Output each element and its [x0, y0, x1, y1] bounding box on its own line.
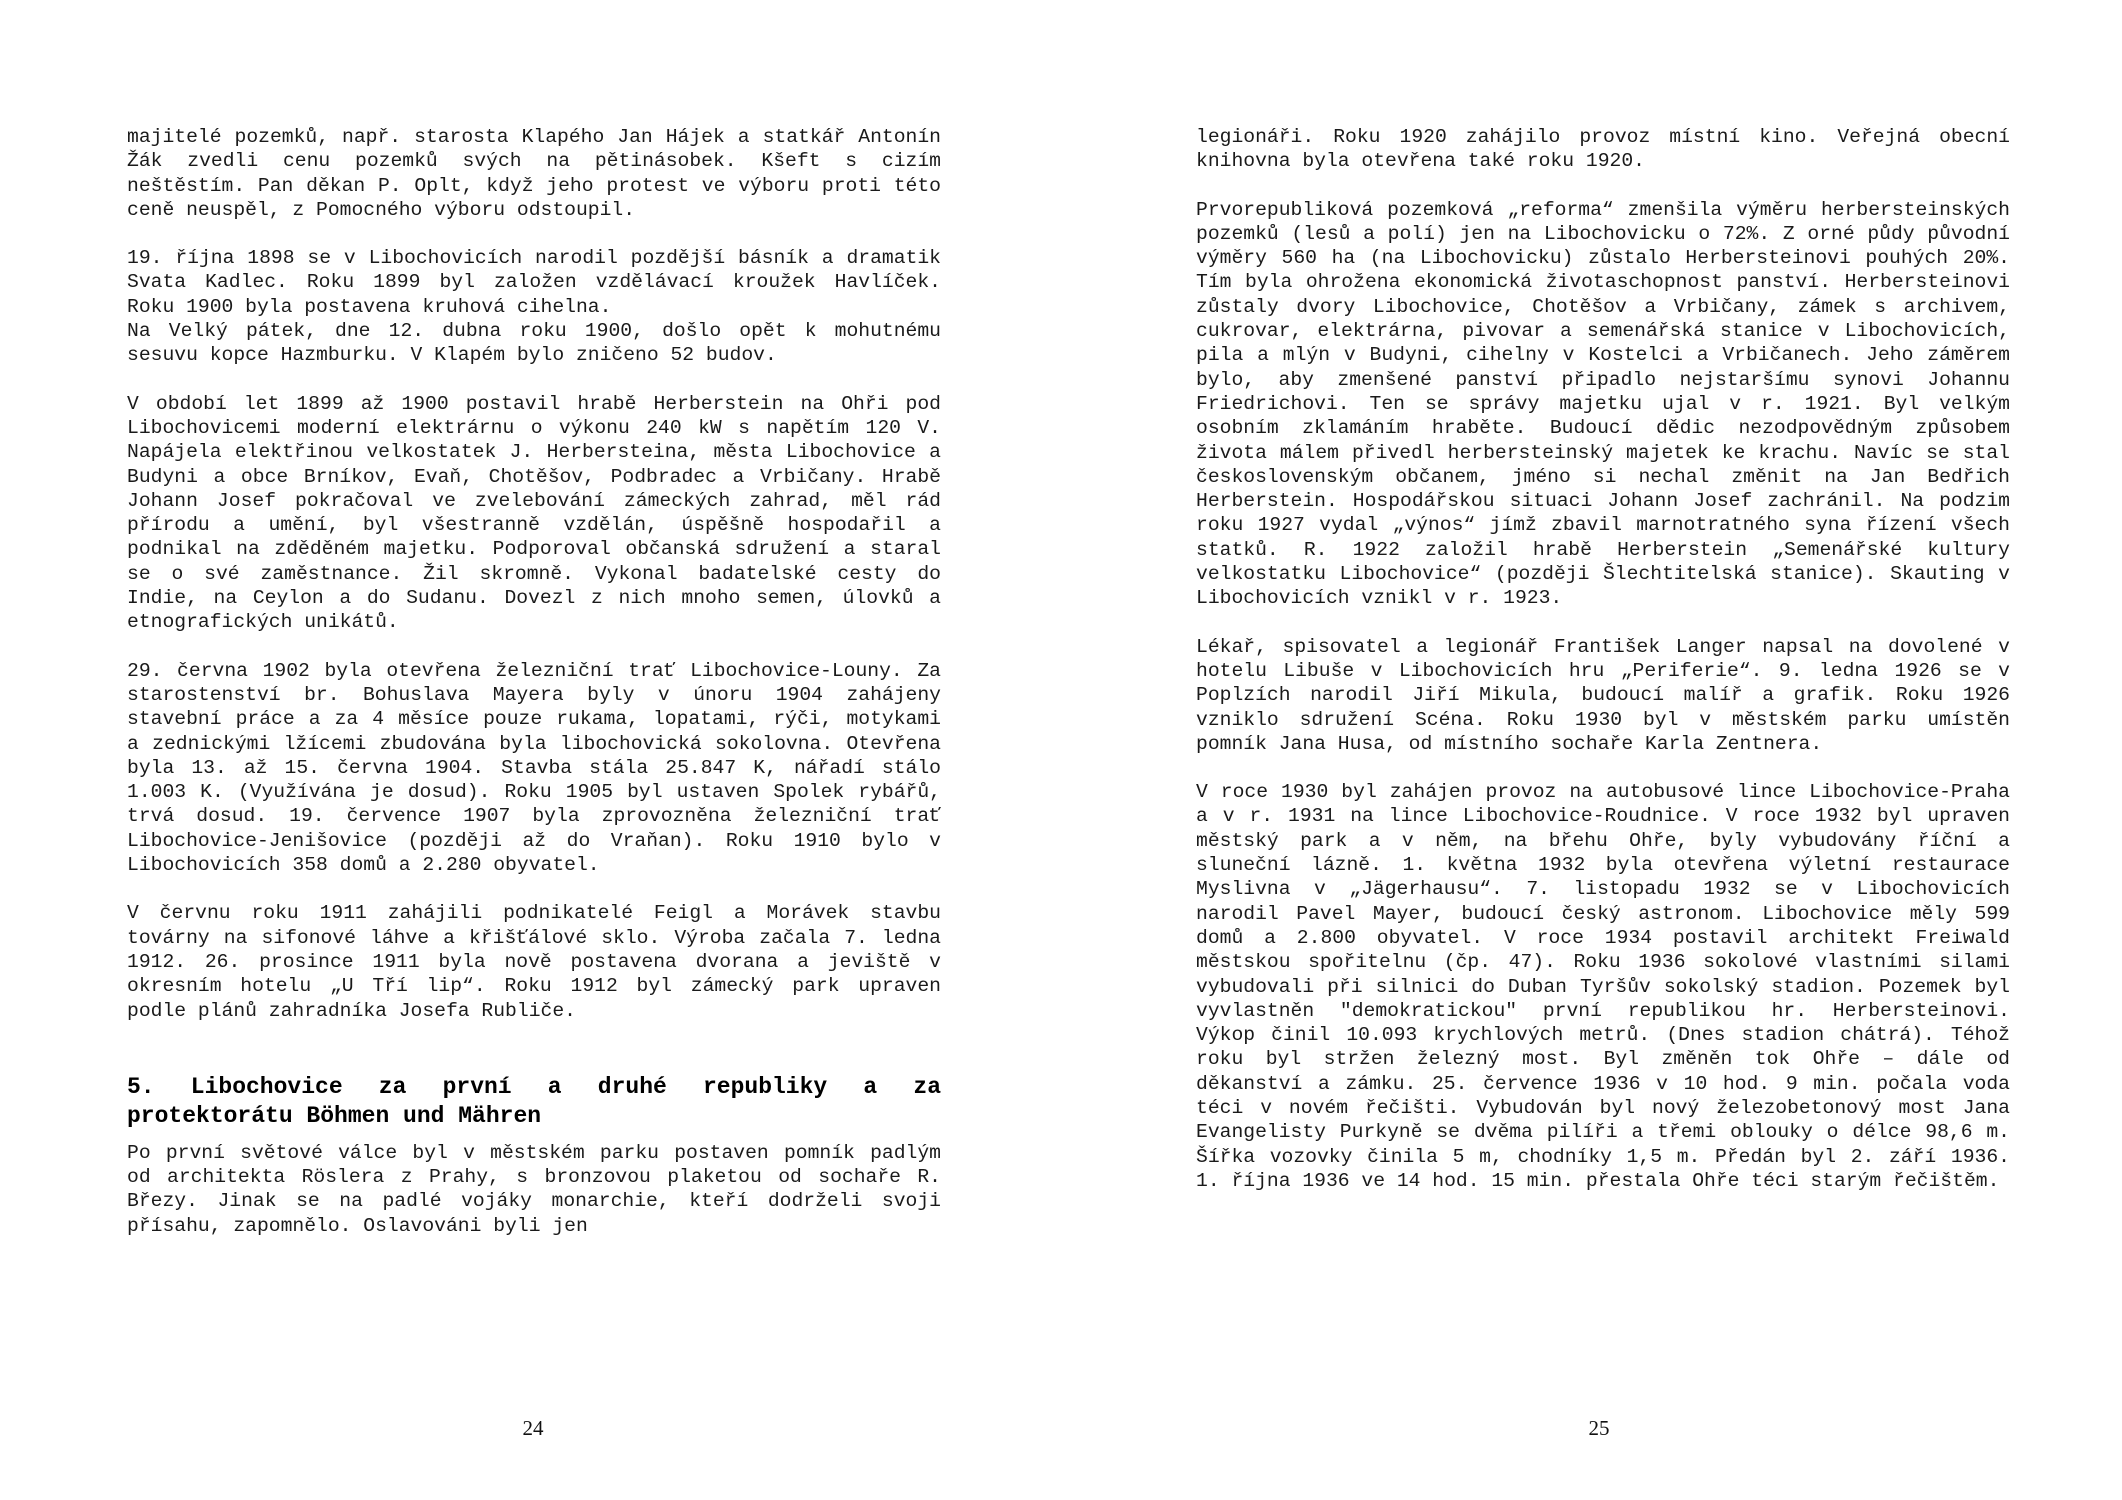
left-text-column	[127, 125, 941, 1262]
paragraph: Lékař, spisovatel a legionář František Langer napsal na dovolené v hotelu Libuše v Libochovicích hru „Periferie“. 9. ledna 1926 se v Poplzích narodil Jiří Mikula, budoucí malíř a grafik. Roku 1926 vzniklo sdružení Scéna. Roku 1930 byl v městském parku umístěn pomník Jana Husa, od místního sochaře Karla Zentnera.	[1196, 635, 2010, 755]
paragraph: V období let 1899 až 1900 postavil hrabě Herberstein na Ohři pod Libochovicemi moderní elektrárnu o výkonu 240 kW s napětím 120 V. Napájela elektřinou velkostatek J. Herbersteina, města Libochovice a Budyni a obce Brníkov, Evaň, Chotěšov, Podbradec a Vrbičany. Hrabě Johann Josef pokračoval ve zvelebování zámeckých zahrad, měl rád přírodu a umění, byl všestranně vzdělán, úspěšně hospodařil a podnikal na zděděném majetku. Podporoval občanská sdružení a staral se o své zaměstnance. Žil skromně. Vykonal badatelské cesty do Indie, na Ceylon a do Sudanu. Dovezl z nich mnoho semen, úlovků a etnografických unikátů.	[127, 392, 941, 634]
right-page	[1061, 0, 2122, 1500]
section-heading: 5. Libochovice za první a druhé republiky a za protektorátu Böhmen und Mähren	[127, 1073, 941, 1129]
paragraph: Po první světové válce byl v městském parku postaven pomník padlým od architekta Röslera z Prahy, s bronzovou plaketou od sochaře R. Březy. Jinak se na padlé vojáky monarchie, kteří dodrželi svoji přísahu, zapomnělo. Oslavováni byli jen	[127, 1141, 941, 1237]
paragraph: 19. října 1898 se v Libochovicích narodil pozdější básník a dramatik Svata Kadlec. Roku 1899 byl založen vzdělávací kroužek Havlíček. Roku 1900 byla postavena kruhová cihelna.	[127, 247, 941, 318]
right-text-column	[1196, 125, 2010, 1217]
paragraph: majitelé pozemků, např. starosta Klapého Jan Hájek a statkář Antonín Žák zvedli cenu pozemků svých na pětinásobek. Kšeft s cizím neštěstím. Pan děkan P. Oplt, když jeho protest ve výboru proti této ceně neuspěl, z Pomocného výboru odstoupil.	[127, 126, 941, 221]
page-number: 24	[522, 1416, 544, 1440]
paragraph: legionáři. Roku 1920 zahájilo provoz místní kino. Veřejná obecní knihovna byla otevřena také roku 1920.	[1196, 126, 2010, 173]
paragraph: Na Velký pátek, dne 12. dubna roku 1900, došlo opět k mohutnému sesuvu kopce Hazmburku. V Klapém bylo zničeno 52 budov.	[127, 320, 941, 367]
paragraph: 29. června 1902 byla otevřena železniční trať Libochovice-Louny. Za starostenství br. Bohuslava Mayera byly v únoru 1904 zahájeny stavební práce a za 4 měsíce pouze rukama, lopatami, rýči, motykami a zednickými lžícemi zbudována byla libochovická sokolovna. Otevřena byla 13. až 15. června 1904. Stavba stála 25.847 K, nářadí stálo 1.003 K. (Využívána je dosud). Roku 1905 byl ustaven Spolek rybářů, trvá dosud. 19. července 1907 byla zprovozněna železniční trať Libochovice-Jenišovice (později až do Vraňan). Roku 1910 bylo v Libochovicích 358 domů a 2.280 obyvatel.	[127, 659, 941, 877]
page-number: 25	[1588, 1416, 1610, 1440]
paragraph: Prvorepubliková pozemková „reforma“ zmenšila výměru herbersteinských pozemků (lesů a polí) jen na Libochovicku o 72%. Z orné půdy původní výměry 560 ha (na Libochovicku) zůstalo Herbersteinovi pouhých 20%. Tím byla ohrožena ekonomická životaschopnost panství. Herbersteinovi zůstaly dvory Libochovice, Chotěšov a Vrbičany, zámek s archivem, cukrovar, elektrárna, pivovar a semenářská stanice v Libochovicích, pila a mlýn v Budyni, cihelny v Kostelci a Vrbičanech. Jeho záměrem bylo, aby zmenšené panství připadlo nejstaršímu synovi Johannu Friedrichovi. Ten se správy majetku ujal v r. 1921. Byl velkým osobním zklamáním hraběte. Budoucí dědic nezodpovědným způsobem života málem přivedl herbersteinský majetek ke krachu. Navíc se stal československým občanem, jméno si nechal změnit na Jan Bedřich Herberstein. Hospodářskou situaci Johann Josef zachránil. Na podzim roku 1927 vydal „výnos“ jímž zbavil marnotratného syna řízení všech statků. R. 1922 založil hrabě Herberstein „Semenářské kultury velkostatku Libochovice“ (později Šlechtitelská stanice). Skauting v Libochovicích vznikl v r. 1923.	[1196, 198, 2010, 610]
paragraph: V červnu roku 1911 zahájili podnikatelé Feigl a Morávek stavbu továrny na sifonové láhve a křišťálové sklo. Výroba začala 7. ledna 1912. 26. prosince 1911 byla nově postavena dvorana a jeviště v okresním hotelu „U Tří lip“. Roku 1912 byl zámecký park upraven podle plánů zahradníka Josefa Rubliče.	[127, 902, 941, 1022]
paragraph: V roce 1930 byl zahájen provoz na autobusové lince Libochovice-Praha a v r. 1931 na lince Libochovice-Roudnice. V roce 1932 byl upraven městský park a v něm, na břehu Ohře, byly vybudovány říční a sluneční lázně. 1. května 1932 byla otevřena výletní restaurace Myslivna v „Jägerhausu“. 7. listopadu 1932 se v Libochovicích narodil Pavel Mayer, budoucí český astronom. Libochovice měly 599 domů a 2.800 obyvatel. V roce 1934 postavil architekt Freiwald městskou spořitelnu (čp. 47). Roku 1936 sokolové vlastními silami vybudovali při silnici do Duban Tyršův sokolský stadion. Pozemek byl vyvlastněn "demokratickou" první republikou hr. Herbersteinovi. Výkop činil 10.093 krychlových metrů. (Dnes stadion chátrá). Téhož roku byl stržen železný most. Byl změněn tok Ohře – dále od děkanství a zámku. 25. července 1936 v 10 hod. 9 min. počala voda téci v novém řečišti. Vybudován byl nový železobetonový most Jana Evangelisty Purkyně se dvěma pilíři a třemi oblouky o délce 98,6 m. Šířka vozovky činila 5 m, chodníky 1,5 m. Předán byl 2. září 1936. 1. října 1936 ve 14 hod. 15 min. přestala Ohře téci starým řečištěm.	[1196, 781, 2010, 1192]
